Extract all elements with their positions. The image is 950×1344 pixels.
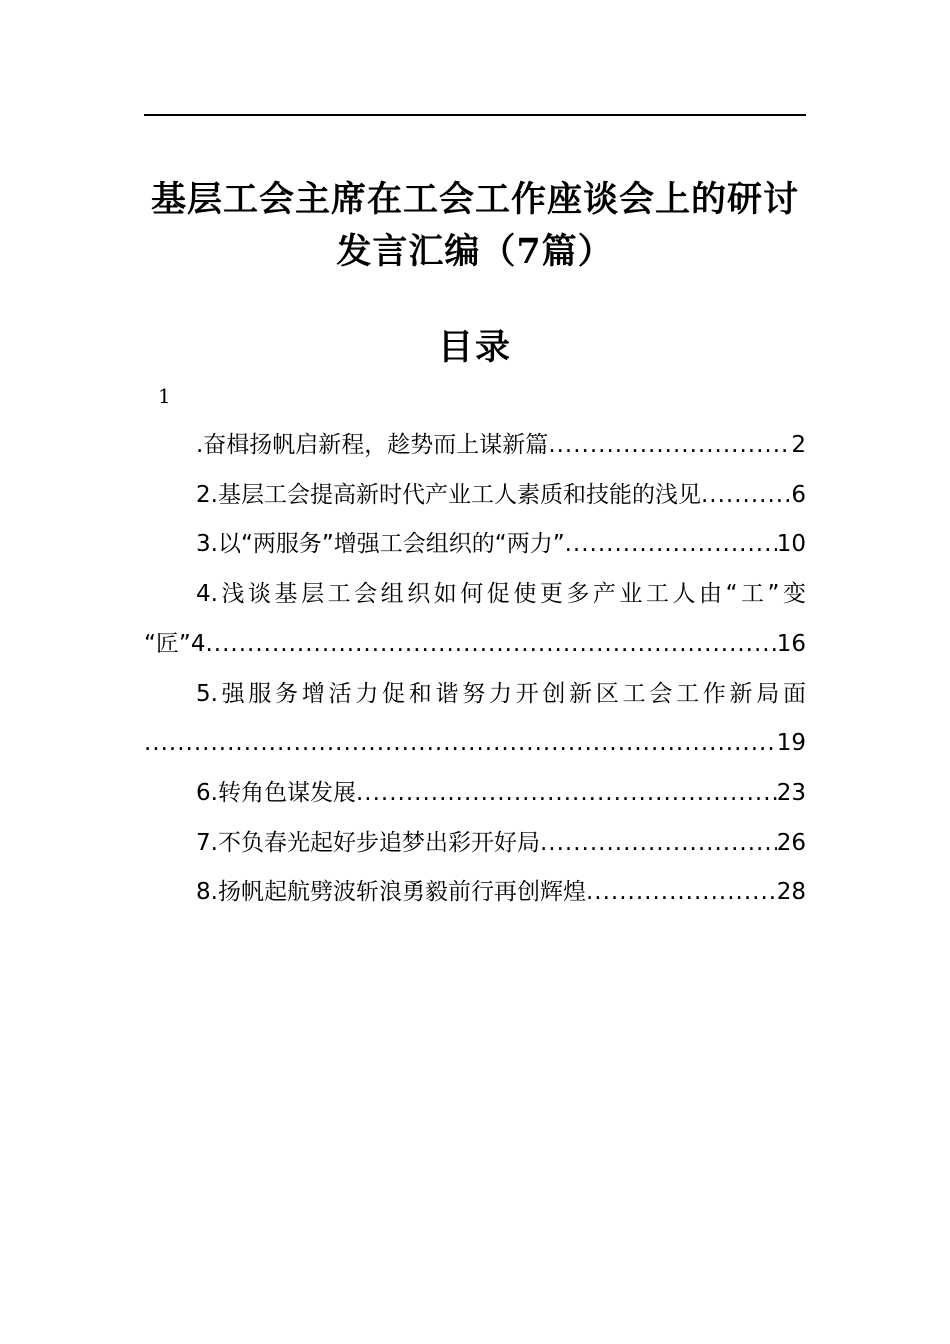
header-rule <box>144 114 806 116</box>
toc-entry-title: “匠”4 <box>144 631 206 657</box>
toc-entry-title: 7.不负春光起好步追梦出彩开好局 <box>196 830 540 856</box>
toc-heading: 目录 <box>437 327 512 368</box>
toc-entry-6[interactable] <box>144 775 806 811</box>
toc-entry-5-line1[interactable]: 5.强服务增活力促和谐努力开创新区工会工作新局面 <box>196 681 806 707</box>
document-title-line1: 基层工会主席在工会工作座谈会上的研讨 <box>150 179 799 220</box>
toc-page-number: 28 <box>776 879 806 905</box>
toc-entry-3[interactable] <box>144 526 806 562</box>
toc-entry-title: 2.基层工会提高新时代产业工人素质和技能的浅见 <box>196 482 701 508</box>
stray-number: 1 <box>158 384 171 408</box>
toc-page-number: 2 <box>791 432 806 458</box>
toc-entry-title: 6.转角色谋发展 <box>196 780 356 806</box>
toc-leader-dots <box>540 825 777 861</box>
toc-page-number: 26 <box>776 830 806 856</box>
toc-leader-dots <box>144 725 777 761</box>
toc-entry-title: 8.扬帆起航劈波斩浪勇毅前行再创辉煌 <box>196 879 586 905</box>
toc-entry-4-line2[interactable] <box>144 626 806 662</box>
toc-entry-8[interactable] <box>144 874 806 910</box>
toc-page-number: 6 <box>791 482 806 508</box>
toc-page-number: 19 <box>776 730 806 756</box>
toc-leader-dots <box>205 626 776 662</box>
toc-entry-title: 3.以“两服务”增强工会组织的“两力” <box>196 531 565 557</box>
toc-entry-1[interactable] <box>144 427 806 463</box>
document-title-line2: 发言汇编（7篇） <box>336 231 614 272</box>
toc-entry-7[interactable] <box>144 825 806 861</box>
toc-entry-4-line1[interactable]: 4.浅谈基层工会组织如何促使更多产业工人由“工”变 <box>196 581 806 607</box>
toc-leader-dots <box>565 526 777 562</box>
toc-entry-title: .奋楫扬帆启新程，趁势而上谋新篇 <box>196 432 549 458</box>
toc-leader-dots <box>586 874 777 910</box>
toc-leader-dots <box>701 477 791 513</box>
toc-page-number: 10 <box>776 531 806 557</box>
toc-page-number: 23 <box>776 780 806 806</box>
toc-leader-dots <box>548 427 791 463</box>
toc-entry-5-line2[interactable] <box>144 725 806 761</box>
toc-page-number: 16 <box>776 631 806 657</box>
toc-leader-dots <box>356 775 777 811</box>
toc-entry-2[interactable] <box>144 477 806 513</box>
